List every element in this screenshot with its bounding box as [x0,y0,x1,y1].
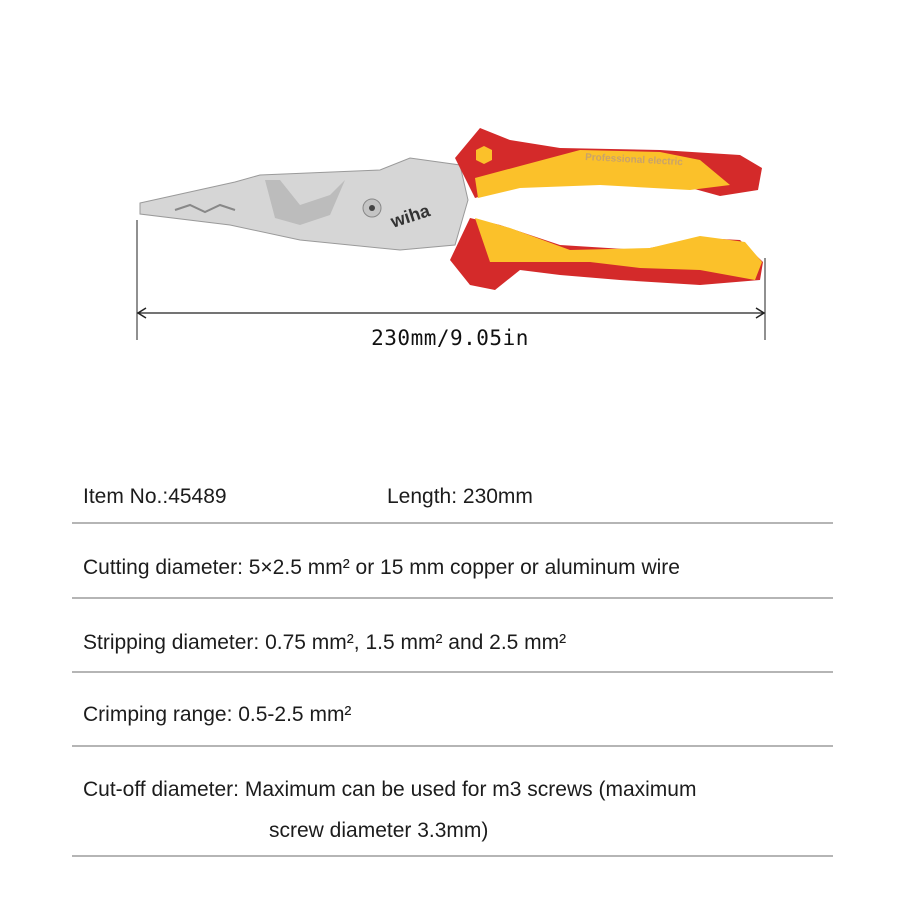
divider [72,855,833,857]
brand-logo: wiha [388,200,433,232]
crimping-range-spec: Crimping range: 0.5-2.5 mm² [83,703,352,726]
dimension-label: 230mm/9.05in [371,326,529,350]
divider [72,597,833,599]
cutting-diameter-spec: Cutting diameter: 5×2.5 mm² or 15 mm copper or aluminum wire [83,556,680,579]
stripping-diameter-spec: Stripping diameter: 0.75 mm², 1.5 mm² and 2.5 mm² [83,631,567,654]
cutoff-diameter-spec: Cut-off diameter: Maximum can be used for m3 screws (maximum [83,778,697,801]
length-spec: Length: 230mm [387,485,533,508]
pivot-hole [369,205,375,211]
divider [72,671,833,673]
pliers-illustration [0,0,900,360]
divider [72,522,833,524]
divider [72,745,833,747]
cutoff-diameter-spec-continued: screw diameter 3.3mm) [269,819,489,842]
handle-text: Professional electric [584,152,684,169]
item-number: Item No.:45489 [83,485,227,508]
